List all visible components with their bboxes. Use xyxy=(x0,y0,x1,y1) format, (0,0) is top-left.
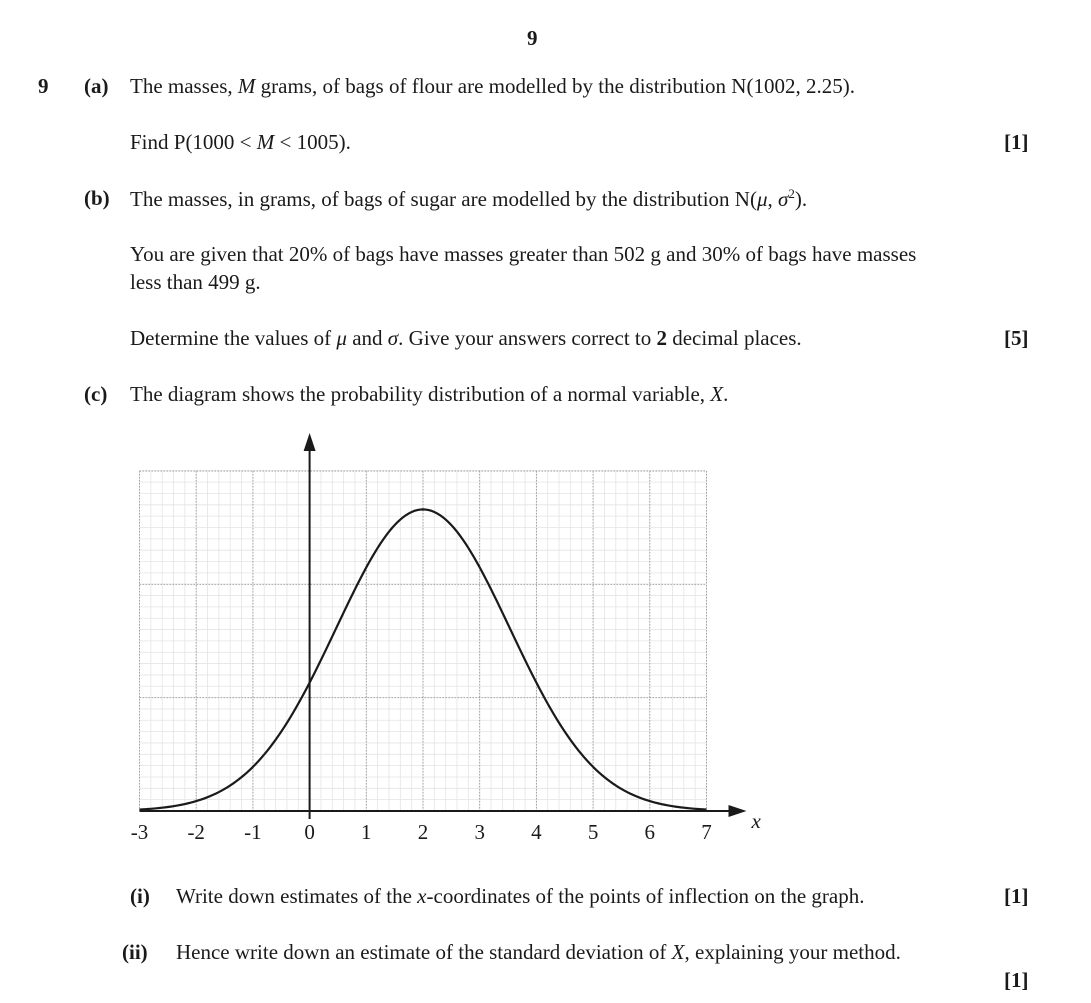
part-c-ii-label: (ii) xyxy=(122,940,148,964)
part-b-marks: [5] xyxy=(1004,326,1029,350)
part-b-question: Determine the values of μ and σ. Give your answers correct to 2 decimal places. xyxy=(130,326,802,350)
x-tick-label: 1 xyxy=(361,820,372,844)
part-b-info-line1: You are given that 20% of bags have masses greater than 502 g and 30% of bags have masses xyxy=(130,242,917,266)
x-tick-label: 0 xyxy=(304,820,315,844)
x-axis-label: x xyxy=(751,809,761,833)
part-b-stem: The masses, in grams, of bags of sugar are modelled by the distribution N(μ, $\sigma^2$). xyxy=(130,186,808,211)
x-tick-label: 5 xyxy=(587,820,599,844)
part-c-i-question: Write down estimates of the x-coordinates of the points of inflection on the graph. xyxy=(176,884,865,908)
part-b-info-line2: less than 499 g. xyxy=(130,270,261,294)
part-a-question: Find P(1000 < M < 1005). xyxy=(130,130,351,154)
part-c-i-label: (i) xyxy=(130,884,150,908)
part-c-ii-question: Hence write down an estimate of the standard deviation of X, explaining your method. xyxy=(176,940,901,964)
x-axis-arrowhead xyxy=(729,805,747,817)
part-c-stem: The diagram shows the probability distribution of a normal variable, X. xyxy=(130,382,729,406)
x-tick-label: 3 xyxy=(474,820,485,844)
x-tick-label: 6 xyxy=(644,820,656,844)
x-tick-label: 7 xyxy=(701,820,712,844)
part-c-label: (c) xyxy=(84,382,108,406)
y-axis-arrowhead xyxy=(304,433,316,451)
page-number: 9 xyxy=(527,26,538,50)
part-c-i-marks: [1] xyxy=(1004,884,1029,908)
x-tick-labels xyxy=(131,820,712,844)
part-b-label: (b) xyxy=(84,186,110,210)
x-tick-label: 2 xyxy=(417,820,429,844)
x-tick-label: -2 xyxy=(187,820,205,844)
part-c-ii-marks: [1] xyxy=(1004,968,1029,992)
part-a-stem: The masses, M grams, of bags of flour are modelled by the distribution N(1002, 2.25). xyxy=(130,74,855,98)
part-a-marks: [1] xyxy=(1004,130,1029,154)
x-tick-label: 4 xyxy=(531,820,542,844)
x-tick-label: -3 xyxy=(130,820,149,844)
part-a-label: (a) xyxy=(84,74,109,98)
question-number: 9 xyxy=(38,74,49,98)
x-tick-label: -1 xyxy=(244,820,262,844)
